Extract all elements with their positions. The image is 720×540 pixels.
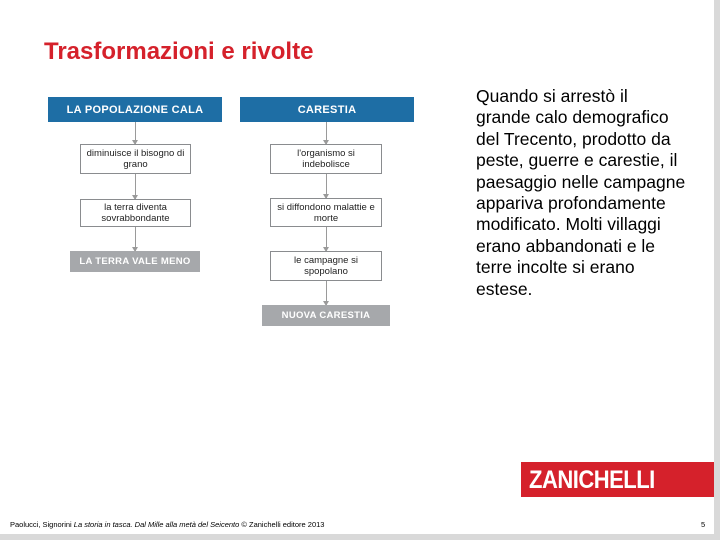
- right-step-3: le campagne si spopolano: [270, 251, 382, 281]
- left-step-1: diminuisce il bisogno di grano: [80, 144, 191, 174]
- right-header: CARESTIA: [240, 97, 414, 122]
- left-header: LA POPOLAZIONE CALA: [48, 97, 222, 122]
- arrow: [326, 281, 327, 305]
- arrow: [326, 122, 327, 144]
- right-step-2: si diffondono malattie e morte: [270, 198, 382, 227]
- arrow: [135, 174, 136, 199]
- left-result: LA TERRA VALE MENO: [70, 251, 200, 272]
- arrow: [326, 174, 327, 198]
- slide-title: Trasformazioni e rivolte: [44, 38, 314, 65]
- arrow: [326, 227, 327, 251]
- footer-authors: Paolucci, Signorini: [10, 520, 72, 529]
- body-text: Quando si arrestò il grande calo demografico del Trecento, prodotto da peste, guerre e carestie, il paesaggio nelle campagne appariva profondamente modificato. Molti villaggi erano abbandonati e le terre incolte si erano estese.: [476, 86, 686, 299]
- left-step-2: la terra diventa sovrabbondante: [80, 199, 191, 227]
- publisher-logo: [521, 462, 714, 497]
- footer-book: La storia in tasca. Dal Mille alla metà del Seicento: [73, 520, 240, 529]
- right-step-1: l'organismo si indebolisce: [270, 144, 382, 174]
- footer-copyright: © Zanichelli editore 2013: [241, 520, 325, 529]
- page-number: 5: [701, 520, 706, 529]
- logo-text: ZANICHELLI: [529, 464, 655, 494]
- arrow: [135, 122, 136, 144]
- footer-credit: [10, 520, 324, 529]
- arrow: [135, 227, 136, 251]
- right-result: NUOVA CARESTIA: [262, 305, 390, 326]
